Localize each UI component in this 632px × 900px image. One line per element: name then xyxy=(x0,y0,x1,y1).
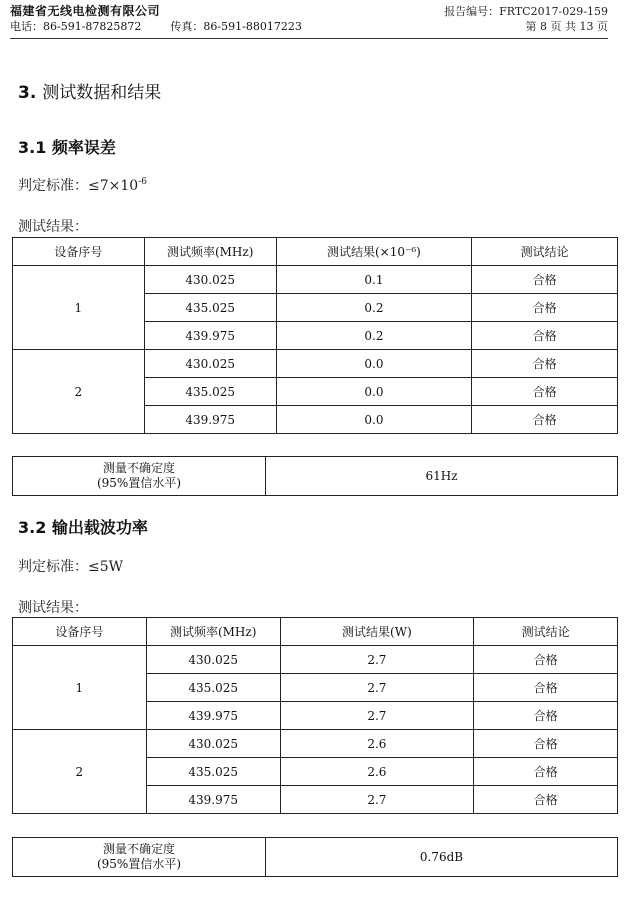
device-id-cell: 2 xyxy=(13,730,147,814)
table-row xyxy=(13,266,618,294)
freq-error-table xyxy=(12,237,618,434)
col-header-verdict: 测试结论 xyxy=(472,238,618,266)
verdict-cell: 合格 xyxy=(474,758,618,786)
verdict-cell: 合格 xyxy=(474,674,618,702)
header-divider xyxy=(10,38,608,39)
result-cell: 2.7 xyxy=(280,702,474,730)
result-cell: 0.0 xyxy=(276,350,472,378)
result-cell: 2.7 xyxy=(280,786,474,814)
col-header-result: 测试结果(W) xyxy=(280,618,474,646)
device-id-cell: 1 xyxy=(13,646,147,730)
result-cell: 0.2 xyxy=(276,294,472,322)
carrier-power-results-label: 测试结果： xyxy=(18,600,88,616)
table-header-row xyxy=(13,618,618,646)
carrier-power-table xyxy=(12,617,618,814)
col-header-freq: 测试频率(MHz) xyxy=(146,618,280,646)
section-heading: 测试数据和结果 xyxy=(42,83,162,103)
carrier-power-heading: 3.2 输出载波功率 xyxy=(18,518,148,537)
freq-cell: 439.975 xyxy=(144,322,276,350)
verdict-cell: 合格 xyxy=(474,786,618,814)
verdict-cell: 合格 xyxy=(472,406,618,434)
result-cell: 0.0 xyxy=(276,406,472,434)
verdict-cell: 合格 xyxy=(474,730,618,758)
page-header xyxy=(10,4,608,34)
uncertainty-value: 0.76dB xyxy=(266,838,618,877)
freq-error-results-label: 测试结果： xyxy=(18,219,88,235)
freq-cell: 430.025 xyxy=(144,266,276,294)
freq-error-uncertainty-table xyxy=(12,456,618,496)
section-title xyxy=(18,78,161,103)
col-header-device: 设备序号 xyxy=(13,238,145,266)
result-cell: 0.1 xyxy=(276,266,472,294)
freq-error-criterion xyxy=(18,175,147,195)
uncertainty-label-line2: (95%置信水平) xyxy=(96,476,182,490)
device-id-cell: 2 xyxy=(13,350,145,434)
freq-cell: 435.025 xyxy=(146,758,280,786)
uncertainty-value: 61Hz xyxy=(266,457,618,496)
freq-cell: 435.025 xyxy=(144,294,276,322)
section-number: 3. xyxy=(18,83,37,103)
uncertainty-label xyxy=(13,457,266,496)
freq-cell: 435.025 xyxy=(146,674,280,702)
company-name: 福建省无线电检测有限公司 xyxy=(10,4,161,18)
freq-cell: 439.975 xyxy=(144,406,276,434)
phone: 电话：86-591-87825872 xyxy=(10,20,142,33)
uncertainty-label-line2: (95%置信水平) xyxy=(96,857,182,871)
result-cell: 0.2 xyxy=(276,322,472,350)
col-header-freq: 测试频率(MHz) xyxy=(144,238,276,266)
report-number: 报告编号：FRTC2017-029-159 xyxy=(444,5,608,18)
fax: 传真：86-591-88017223 xyxy=(170,20,302,33)
result-cell: 2.7 xyxy=(280,646,474,674)
uncertainty-row xyxy=(13,838,618,877)
criterion-text: 判定标准：≤7×10 xyxy=(18,178,139,194)
verdict-cell: 合格 xyxy=(472,266,618,294)
freq-cell: 439.975 xyxy=(146,702,280,730)
col-header-result: 测试结果(×10⁻⁶) xyxy=(276,238,472,266)
result-cell: 0.0 xyxy=(276,378,472,406)
uncertainty-label-line1: 测量不确定度 xyxy=(102,842,175,856)
verdict-cell: 合格 xyxy=(472,350,618,378)
device-id-cell: 1 xyxy=(13,266,145,350)
col-header-device: 设备序号 xyxy=(13,618,147,646)
freq-cell: 435.025 xyxy=(144,378,276,406)
freq-error-heading: 3.1 频率误差 xyxy=(18,138,116,157)
table-row xyxy=(13,350,618,378)
carrier-power-uncertainty-table xyxy=(12,837,618,877)
table-row xyxy=(13,646,618,674)
carrier-power-criterion: 判定标准：≤5W xyxy=(18,559,124,575)
verdict-cell: 合格 xyxy=(474,646,618,674)
result-cell: 2.6 xyxy=(280,730,474,758)
uncertainty-label-line1: 测量不确定度 xyxy=(102,461,175,475)
table-row xyxy=(13,730,618,758)
freq-cell: 430.025 xyxy=(144,350,276,378)
contact-info xyxy=(10,19,302,34)
freq-cell: 430.025 xyxy=(146,730,280,758)
page-info: 第 8 页 共 13 页 xyxy=(525,20,608,33)
verdict-cell: 合格 xyxy=(472,378,618,406)
uncertainty-row xyxy=(13,457,618,496)
verdict-cell: 合格 xyxy=(472,322,618,350)
criterion-exponent: -6 xyxy=(138,177,147,187)
result-cell: 2.7 xyxy=(280,674,474,702)
freq-cell: 439.975 xyxy=(146,786,280,814)
result-cell: 2.6 xyxy=(280,758,474,786)
col-header-verdict: 测试结论 xyxy=(474,618,618,646)
uncertainty-label xyxy=(13,838,266,877)
table-header-row xyxy=(13,238,618,266)
verdict-cell: 合格 xyxy=(472,294,618,322)
verdict-cell: 合格 xyxy=(474,702,618,730)
freq-cell: 430.025 xyxy=(146,646,280,674)
